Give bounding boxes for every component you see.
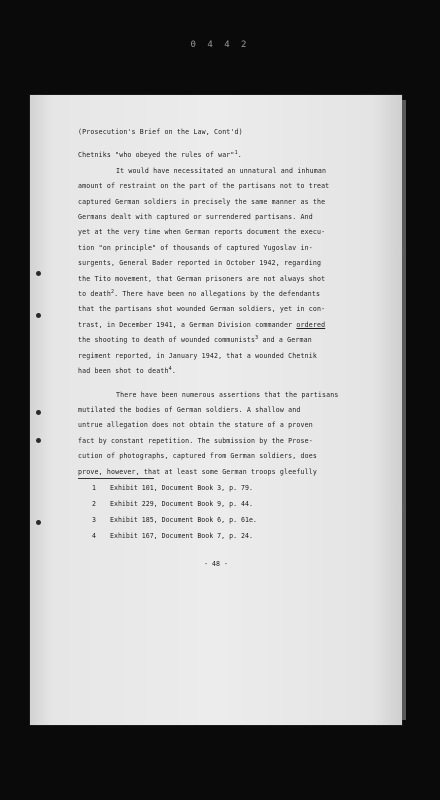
text-line [78, 287, 388, 302]
text-run: ordered [296, 320, 326, 329]
text-run: to death [78, 290, 111, 299]
text-run: the shooting to death of wounded communists [78, 336, 256, 345]
text-run: . [171, 367, 176, 376]
text-run: Germans dealt with captured or surrendered partisans. And [78, 213, 313, 222]
footnote-number: 1 [92, 484, 96, 492]
footnotes [92, 480, 257, 544]
text-line [78, 434, 388, 449]
text-run: fact by constant repetition. The submission by the Prose- [78, 436, 313, 445]
binding-hole [36, 313, 41, 318]
text-line [78, 418, 388, 433]
text-run: It would have necessitated an unnatural and inhuman [116, 166, 327, 175]
binding-hole [36, 271, 41, 276]
footnote-number: 4 [92, 532, 96, 540]
text-run: untrue allegation does not obtain the stature of a proven [78, 421, 313, 430]
body-lines [78, 148, 388, 480]
text-run: mutilated the bodies of German soldiers. A shallow and [78, 405, 301, 414]
footnote-ref: 4 [168, 365, 172, 372]
footnote-text: Exhibit 185, Document Book 6, p. 61e. [110, 516, 257, 524]
text-line [78, 333, 388, 348]
text-run: had been shot to death [78, 367, 169, 376]
text-run: cution of photographs, captured from German soldiers, does [78, 452, 317, 461]
text-run: Chetniks "who obeyed the rules of war" [78, 151, 235, 160]
text-run: surgents, General Bader reported in October 1942, regarding [78, 259, 322, 268]
footnote-ref: 1 [234, 150, 238, 157]
frame-number: 0 4 4 2 [190, 40, 250, 50]
text-run: regiment reported, in January 1942, that a wounded Chetnik [78, 351, 317, 360]
text-run: prove, however, that at least some German troops gleefully [78, 467, 317, 476]
footnote-text: Exhibit 167, Document Book 7, p. 24. [110, 532, 253, 540]
text-line [78, 449, 388, 464]
footnote [92, 528, 257, 544]
paragraph-gap [78, 380, 388, 388]
footnote-text: Exhibit 101, Document Book 3, p. 79. [110, 484, 253, 492]
document-body [78, 125, 388, 480]
text-line [78, 256, 388, 271]
text-run: the Tito movement, that German prisoners are not always shot [78, 274, 326, 283]
document-page [30, 95, 402, 725]
footnote-rule [78, 478, 154, 479]
page-number: - 48 - [204, 560, 228, 568]
text-line [78, 164, 388, 179]
text-line [78, 349, 388, 364]
page-edge-shadow [402, 100, 406, 720]
footnote-number: 2 [92, 500, 96, 508]
text-line [78, 388, 388, 403]
text-run: and a German [258, 336, 312, 345]
text-line [78, 364, 388, 379]
footnote-text: Exhibit 229, Document Book 9, p. 44. [110, 500, 253, 508]
document-header: (Prosecution's Brief on the Law, Cont'd) [78, 128, 243, 136]
text-run: captured German soldiers in precisely the same manner as the [78, 197, 326, 206]
text-run: . There have been no allegations by the defendants [114, 290, 321, 299]
text-line [78, 225, 388, 240]
text-run: tion "on principle" of thousands of captured Yugoslav in- [78, 243, 313, 252]
text-run: that the partisans shot wounded German soldiers, yet in con- [78, 305, 326, 314]
text-line [78, 272, 388, 287]
text-run: There have been numerous assertions that the partisans [116, 390, 339, 399]
binding-hole [36, 410, 41, 415]
text-run: . [237, 151, 242, 160]
text-line [78, 403, 388, 418]
footnote [92, 480, 257, 496]
text-line [78, 302, 388, 317]
text-line [78, 318, 388, 333]
footnote [92, 496, 257, 512]
binding-hole [36, 438, 41, 443]
text-line [78, 195, 388, 210]
spacer [78, 140, 388, 148]
text-run: yet at the very time when German reports document the execu- [78, 228, 326, 237]
text-line [78, 179, 388, 194]
footnote-ref: 3 [255, 335, 259, 342]
text-line [78, 148, 388, 163]
text-run: amount of restraint on the part of the partisans not to treat [78, 182, 330, 191]
footnote-ref: 2 [110, 288, 115, 295]
footnote [92, 512, 257, 528]
footnote-number: 3 [92, 516, 96, 524]
binding-hole [36, 520, 41, 525]
text-run: trast, in December 1941, a German Division commander [78, 320, 297, 329]
text-line [78, 241, 388, 256]
text-line [78, 210, 388, 225]
